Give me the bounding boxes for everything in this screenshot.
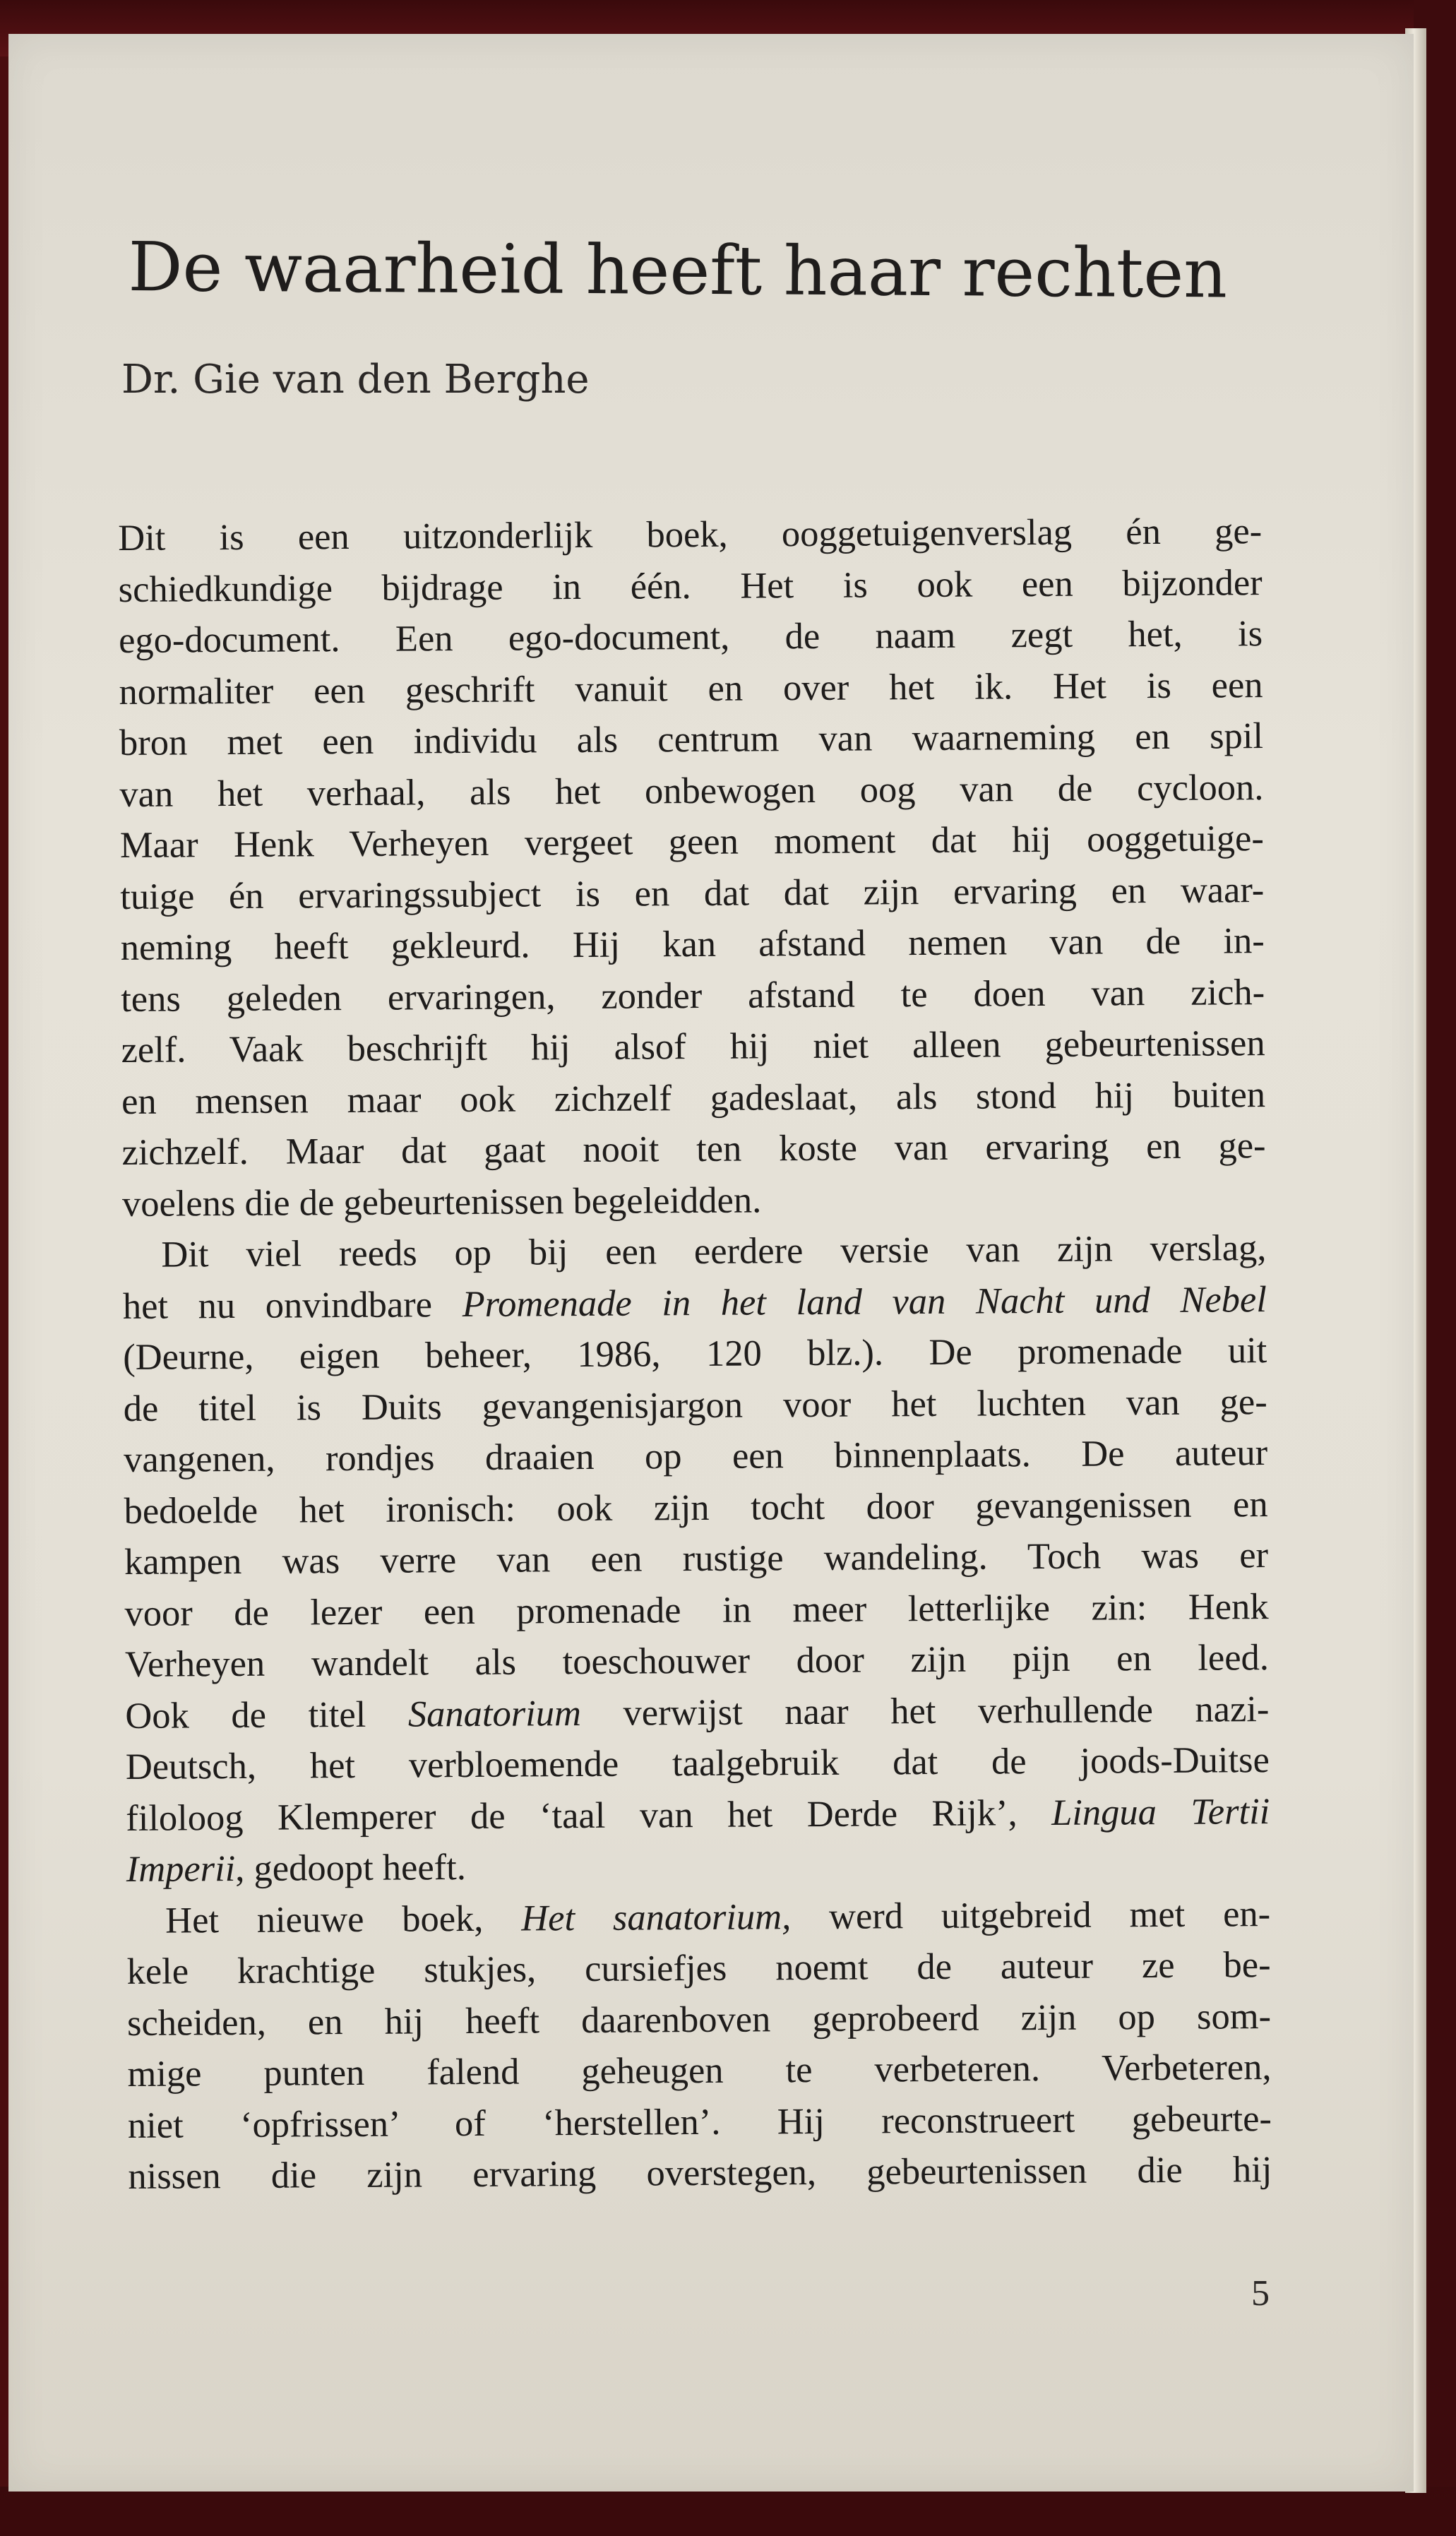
text-line — [126, 1786, 1270, 1844]
text-segment: tuige én ervaringssubject is en dat dat zijn ervaring en waar- — [120, 869, 1265, 917]
text-segment: kampen was verre van een rustige wandeling. Toch was er — [124, 1535, 1269, 1583]
chapter-body-text — [118, 506, 1272, 2202]
text-line — [121, 1120, 1265, 1178]
text-segment: zichzelf. Maar dat gaat nooit ten koste van ervaring en ge- — [121, 1125, 1266, 1173]
text-segment: scheiden, en hij heeft daarenboven geprobeerd zijn op som- — [126, 1995, 1272, 2044]
text-line — [118, 506, 1262, 564]
text-segment: bedoelde het ironisch: ook zijn tocht door gevangenissen en — [124, 1483, 1268, 1532]
text-line — [120, 864, 1264, 922]
text-line — [121, 915, 1265, 973]
text-segment: Verheyen wandelt als toeschouwer door zijn pijn en leed. — [124, 1637, 1270, 1685]
text-line — [119, 762, 1263, 820]
italic-text-segment: Imperii — [126, 1848, 236, 1890]
text-segment: Het nieuwe boek, — [165, 1898, 522, 1941]
text-line — [118, 557, 1262, 615]
text-segment: Maar Henk Verheyen vergeet geen moment dat hij ooggetuige- — [119, 818, 1265, 866]
text-line — [124, 1479, 1267, 1537]
text-segment: werd uitgebreid met en- — [791, 1893, 1271, 1937]
text-segment: tens geleden ervaringen, zonder afstand te doen van zich- — [121, 971, 1265, 1020]
page-number: 5 — [1251, 2273, 1270, 2314]
text-line — [126, 1837, 1270, 1895]
text-segment: filoloog Klemperer de ‘taal van het Derde Rijk’, — [126, 1792, 1052, 1839]
text-segment: het nu onvindbare — [122, 1283, 463, 1327]
text-segment: van het verhaal, als het onbewogen oog van de cycloon. — [119, 766, 1264, 815]
text-segment: Dit is een uitzonderlijk boek, ooggetuigenverslag én ge- — [118, 511, 1263, 559]
text-segment: mige punten falend geheugen te verbeteren. Verbeteren, — [127, 2047, 1272, 2095]
backdrop-bottom — [0, 2487, 1456, 2536]
chapter-author: Dr. Gie van den Berghe — [121, 357, 590, 403]
text-line — [124, 1376, 1267, 1434]
text-line — [126, 1734, 1270, 1792]
text-segment: nissen die zijn ervaring overstegen, gebeurtenissen die hij — [128, 2149, 1272, 2197]
italic-text-segment: Het sanatorium, — [521, 1895, 792, 1939]
text-line — [125, 1632, 1269, 1690]
text-segment: verwijst naar het verhullende nazi- — [580, 1688, 1270, 1734]
text-line — [119, 710, 1263, 768]
text-segment: Dit viel reeds op bij een eerdere versie van zijn verslag, — [161, 1227, 1267, 1275]
text-line — [121, 967, 1265, 1025]
text-segment: Ook de titel — [125, 1693, 409, 1737]
book-page — [8, 34, 1414, 2492]
text-line — [119, 608, 1263, 666]
text-line — [122, 1222, 1266, 1280]
text-line — [120, 813, 1264, 871]
text-line — [119, 660, 1263, 718]
text-line — [121, 1018, 1265, 1076]
text-segment: schiedkundige bijdrage in één. Het is ook een bijzonder — [118, 561, 1263, 610]
text-line — [127, 1991, 1271, 2049]
text-segment: zelf. Vaak beschrijft hij alsof hij niet alleen gebeurtenissen — [121, 1023, 1265, 1071]
text-segment: de titel is Duits gevangenisjargon voor het luchten van ge- — [123, 1381, 1267, 1429]
text-segment: , gedoopt heeft. — [235, 1847, 467, 1890]
text-segment: niet ‘opfrissen’ of ‘herstellen’. Hij reconstrueert gebeurte- — [127, 2097, 1272, 2146]
text-line — [124, 1530, 1268, 1588]
text-segment: kele krachtige stukjes, cursiefjes noemt de auteur ze be- — [126, 1944, 1271, 1992]
text-line — [122, 1172, 1266, 1230]
text-segment: voor de lezer een promenade in meer letterlijke zin: Henk — [124, 1585, 1269, 1634]
text-line — [123, 1325, 1267, 1383]
text-line — [121, 1069, 1265, 1127]
text-segment: en mensen maar ook zichzelf gadeslaat, als stond hij buiten — [121, 1073, 1266, 1122]
text-line — [124, 1427, 1267, 1485]
italic-text-segment: Lingua Tertii — [1051, 1790, 1270, 1833]
text-segment: neming heeft gekleurd. Hij kan afstand nemen van de in- — [120, 920, 1265, 968]
text-segment: voelens die de gebeurtenissen begeleidden. — [121, 1179, 762, 1225]
text-line — [128, 2093, 1272, 2151]
text-line — [128, 2144, 1272, 2202]
text-segment: (Deurne, eigen beheer, 1986, 120 blz.). De promenade uit — [123, 1330, 1267, 1378]
text-segment: ego-document. Een ego-document, de naam zegt het, is — [118, 613, 1263, 661]
italic-text-segment: Sanatorium — [407, 1692, 582, 1735]
italic-text-segment: Promenade in het land van Nacht und Nebel — [462, 1278, 1267, 1325]
text-line — [126, 1888, 1270, 1946]
text-line — [126, 1939, 1270, 1997]
text-line — [123, 1274, 1267, 1332]
text-line — [124, 1581, 1268, 1639]
text-line — [127, 2042, 1271, 2100]
text-segment: Deutsch, het verbloemende taalgebruik dat de joods-Duitse — [125, 1739, 1270, 1787]
text-line — [125, 1684, 1269, 1742]
chapter-title: De waarheid heeft haar rechten — [128, 227, 1228, 314]
text-segment: normaliter een geschrift vanuit en over het ik. Het is een — [119, 664, 1263, 713]
text-segment: vangenen, rondjes draaien op een binnenplaats. De auteur — [124, 1432, 1268, 1480]
text-segment: bron met een individu als centrum van waarneming en spil — [119, 715, 1264, 763]
